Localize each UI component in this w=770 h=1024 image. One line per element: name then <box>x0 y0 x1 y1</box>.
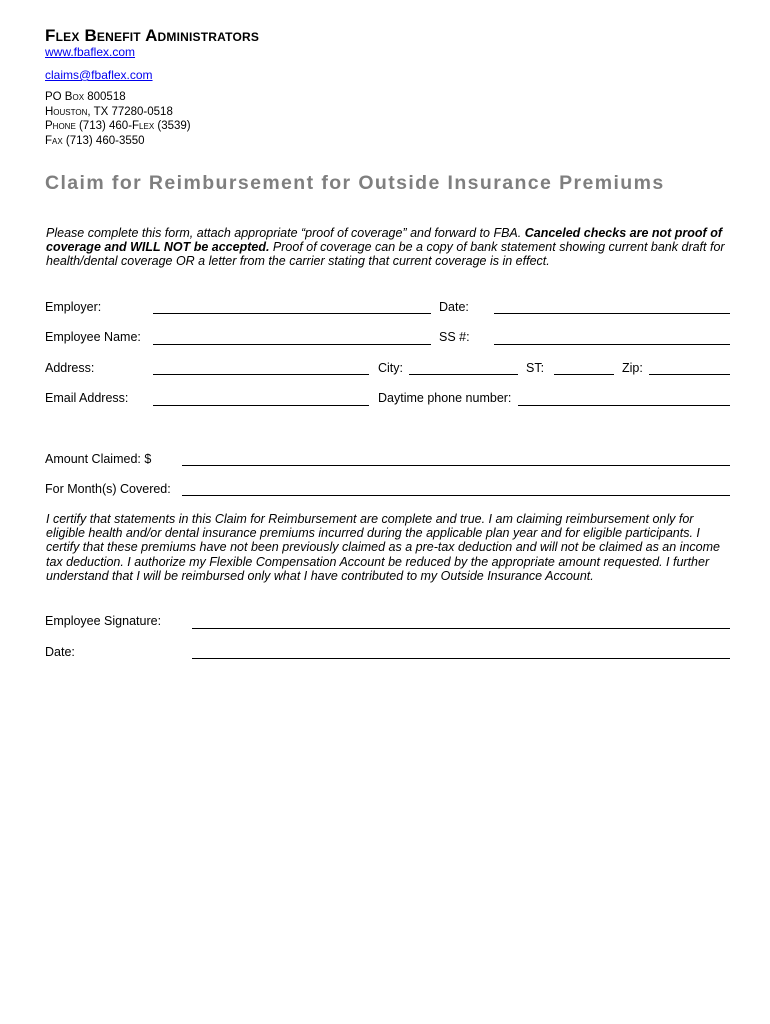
website-link[interactable]: www.fbaflex.com <box>45 45 136 59</box>
address-field[interactable] <box>153 374 369 375</box>
address-label: Address: <box>45 361 95 375</box>
months-covered-label: For Month(s) Covered: <box>45 482 171 496</box>
amount-claimed-field[interactable] <box>182 465 730 466</box>
city-label: City: <box>378 361 403 375</box>
months-covered-field[interactable] <box>182 495 730 496</box>
employer-field[interactable] <box>153 313 431 314</box>
employee-name-field[interactable] <box>153 344 431 345</box>
address-line-city: Houston, TX 77280-0518 <box>45 105 173 118</box>
intro-text-1: Please complete this form, attach appropriate “proof of coverage” and forward to FBA. <box>46 226 525 240</box>
state-field[interactable] <box>554 374 614 375</box>
intro-warning: Canceled checks are not proof of coverage and WILL NOT be accepted. <box>46 226 722 255</box>
signature-date-field[interactable] <box>192 658 730 659</box>
employee-name-label: Employee Name: <box>45 330 141 344</box>
mailing-address <box>45 90 191 148</box>
address-line-po-box: PO Box 800518 <box>45 91 126 103</box>
employee-signature-label: Employee Signature: <box>45 614 162 628</box>
amount-claimed-label: Amount Claimed: $ <box>45 452 152 466</box>
email-address-label: Email Address: <box>45 391 129 405</box>
zip-label: Zip: <box>622 361 643 375</box>
city-field[interactable] <box>409 374 518 375</box>
daytime-phone-field[interactable] <box>518 405 730 406</box>
employee-signature-field[interactable] <box>192 628 730 629</box>
zip-field[interactable] <box>649 374 730 375</box>
email-address-field[interactable] <box>153 405 369 406</box>
signature-date-label: Date: <box>45 645 75 659</box>
state-label: ST: <box>526 361 545 375</box>
certification-statement: I certify that statements in this Claim for Reimbursement are complete and true. I am claiming reimbursement only for eligible health and/or dental insurance premiums incurred during the applicable plan year and for eligible participants. I certify that these premiums have not been previously claimed as a pre-tax deduction and will not be claimed as an income tax deduction. I authorize my Flexible Compensation Account be reduced by the appropriate amount requested. I further understand that I will be reimbursed only what I have contributed to my Outside Insurance Account. <box>46 512 720 583</box>
daytime-phone-label: Daytime phone number: <box>378 391 512 405</box>
address-line-phone: Phone (713) 460-Flex (3539) <box>45 120 191 132</box>
intro-text-2: Proof of coverage can be a copy of bank statement showing current bank draft for health/dental coverage OR a letter from the carrier stating that current coverage is in effect. <box>46 240 725 269</box>
ss-label: SS #: <box>439 330 470 344</box>
date-field[interactable] <box>494 313 730 314</box>
intro-paragraph <box>46 226 728 269</box>
date-label: Date: <box>439 300 469 314</box>
email-link[interactable]: claims@fbaflex.com <box>45 68 153 82</box>
ss-field[interactable] <box>494 344 730 345</box>
employer-label: Employer: <box>45 300 102 314</box>
address-line-fax: Fax (713) 460-3550 <box>45 134 145 147</box>
form-title: Claim for Reimbursement for Outside Insurance Premiums <box>45 172 665 194</box>
org-name: Flex Benefit Administrators <box>45 26 260 45</box>
